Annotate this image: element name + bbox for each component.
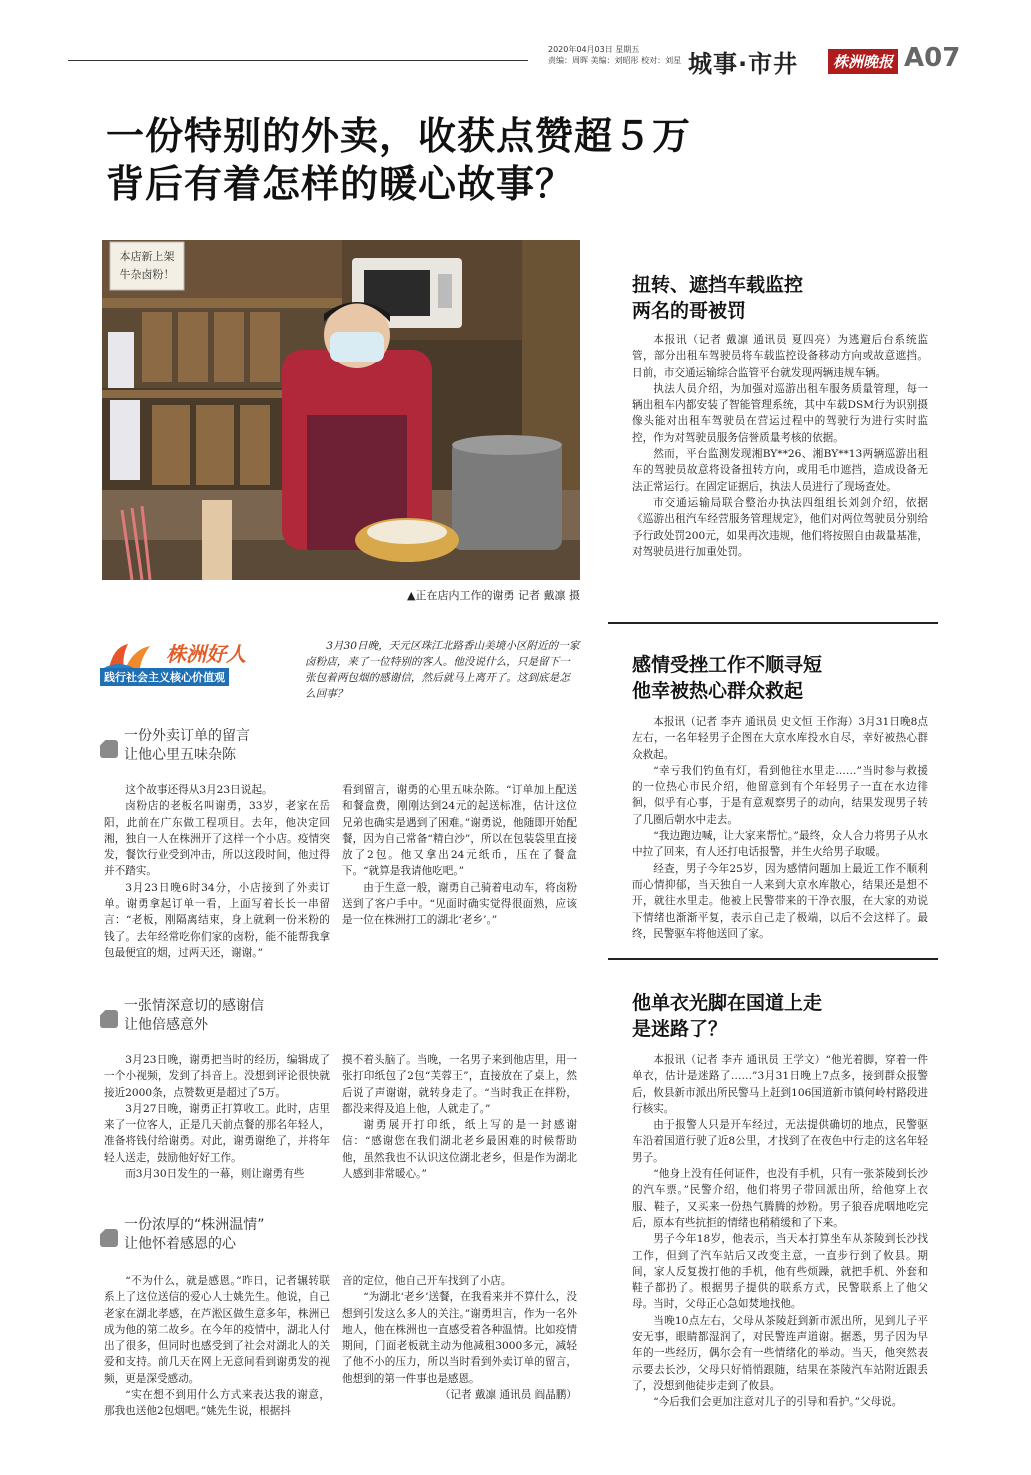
paragraph: 看到留言，谢勇的心里五味杂陈。“订单加上配送和餐盒费，刚刚达到24元的起送标准，估计这位兄弟也确实是遇到了困难。”谢勇说，他随即开始配餐，因为自己常备“精白沙”，所以在包装袋里直接放了2包。他又拿出24元纸币，压在了餐盒下。“就算是我请他吃吧。” (342, 784, 577, 878)
sidebar-story-1-title (632, 272, 932, 324)
subhead-marker-icon (100, 740, 118, 758)
headline-line-1: 一份特别的外卖，收获点赞超５万 (106, 114, 692, 158)
page-number: A07 (904, 43, 961, 73)
sidebar-divider (608, 622, 938, 624)
subhead-marker-icon (100, 1010, 118, 1028)
paragraph: 本报讯（记者 戴凛 通讯员 夏四亮）为逃避后台系统监管，部分出租车驾驶员将车载监控设备移动方向或故意遮挡。日前，市交通运输综合监管平台就发现两辆违规车辆。 (632, 334, 928, 379)
shop-scene-illustration (102, 240, 580, 580)
section-1-column-2 (342, 782, 577, 929)
section-2-column-1 (104, 1052, 330, 1182)
paragraph: “为湖北‘老乡’送餐，在我看来并不算什么，没想到引发这么多人的关注。”谢勇坦言，作为一名外地人，他在株洲也一直感受着各种温情。比如疫情期间，门面老板就主动为他减租3000多元，减轻了他不小的压力，所以当时看到外卖订单的留言，他想到的第一件事也是感恩。 (342, 1291, 577, 1385)
shop-sign-line-2: 牛杂卤粉！ (119, 268, 175, 281)
news-photo (102, 240, 580, 580)
badge-subtitle: 践行社会主义核心价值观 (100, 668, 229, 686)
main-headline (106, 112, 806, 208)
paragraph: “实在想不到用什么方式来表达我的谢意，那我也送他2包烟吧。”姚先生说，根据抖 (104, 1389, 330, 1418)
headline-line-2: 背后有着怎样的暖心故事？ (106, 162, 575, 206)
paragraph: 3月23日晚6时34分，小店接到了外卖订单。谢勇拿起订单一看，上面写着长长一串留言：“老板，刚隔离结束，身上就剩一份米粉的钱了。去年经常吃你们家的卤粉，能不能帮我拿包最便宜的烟，过两天还，谢谢。” (104, 881, 330, 959)
issue-date: 2020年04月03日 星期五 (548, 45, 640, 54)
paragraph: 男子今年18岁，他表示，当天本打算坐车从茶陵到长沙找工作，但到了汽车站后又改变主意，一直步行到了攸县。期间，家人反复拨打他的手机，他有些烦躁，就把手机、外套和鞋子都扔了。根据男子提供的联系方式，民警联系上了他父母。当时，父母正心急如焚地找他。 (632, 1233, 928, 1311)
paragraph: 由于报警人只是开车经过，无法提供确切的地点，民警驱车沿着国道行驶了近8公里，才找到了在夜色中行走的这名年轻男子。 (632, 1119, 928, 1164)
section-1-heading-line-2: 让他心里五味杂陈 (124, 747, 236, 763)
section-2-column-2 (342, 1052, 577, 1182)
paragraph: 摸不着头脑了。当晚，一名男子来到他店里，用一张打印纸包了2包“芙蓉王”，直接放在了桌上，然后说了声谢谢，就转身走了。“当时我正在拌粉，都没来得及追上他，人就走了。” (342, 1054, 577, 1115)
paragraph: “今后我们会更加注意对儿子的引导和看护。”父母说。 (653, 1396, 903, 1409)
paragraph: 执法人员介绍，为加强对巡游出租车服务质量管理，每一辆出租车内都安装了智能管理系统，其中车载DSM行为识别摄像头能对出租车驾驶员在营运过程中的驾驶行为进行实时监控，作为对驾驶员服务信誉质量考核的依据。 (632, 382, 928, 444)
sidebar-story-3-title-line-1: 他单衣光脚在国道上走 (632, 992, 823, 1014)
section-2-heading-line-2: 让他倍感意外 (124, 1017, 208, 1033)
paragraph: 卤粉店的老板名叫谢勇，33岁，老家在岳阳，此前在广东做工程项目。去年，他决定回湘，独自一人在株洲开了这样一个小店。疫情突发，餐饮行业受到冲击，所以这段时间，他过得并不踏实。 (104, 800, 330, 878)
paragraph: “幸亏我们钓鱼有灯，看到他往水里走……”当时参与救援的一位热心市民介绍，他留意到有个年轻男子一直在水边徘徊，似乎有心事，于是有意观察男子的动向，结果发现男子转了几圈后朝水中走去。 (632, 764, 928, 826)
section-3-heading-line-1: 一份浓厚的“株洲温情” (124, 1217, 265, 1233)
section-3-column-2 (342, 1273, 577, 1403)
sidebar-story-1-title-line-2: 两名的哥被罚 (632, 300, 747, 322)
photo-caption: ▲正在店内工作的谢勇 记者 戴凛 摄 (407, 589, 580, 602)
paragraph: “不为什么，就是感恩。”昨日，记者辗转联系上了这位送信的爱心人士姚先生。他说，自己老家在湖北孝感，在芦淞区做生意多年，株洲已成为他的第二故乡。在今年的疫情中，湖北人付出了很多，但同时也感受到了社会对湖北人的关爱和支持。前几天在网上无意间看到谢勇发的视频，更是深受感动。 (104, 1275, 330, 1385)
paragraph: 然而，平台监测发现湘BY**26、湘BY**13两辆巡游出租车的驾驶员故意将设备扭转方向，或用毛巾遮挡，造成设备无法正常运行。在固定证据后，执法人员进行了现场查处。 (632, 448, 928, 493)
section-3-heading-line-2: 让他怀着感恩的心 (124, 1236, 236, 1252)
paragraph: 3月23日晚，谢勇把当时的经历，编辑成了一个小视频，发到了抖音上。没想到评论很快就接近2000条，点赞数更是超过了5万。 (104, 1054, 330, 1099)
section-2-heading (124, 997, 264, 1035)
newspaper-logo: 株洲晚报 (828, 49, 898, 74)
shop-sign-line-1: 本店新上架 (119, 250, 175, 263)
paragraph: 这个故事还得从3月23日说起。 (125, 784, 273, 796)
subhead-marker-icon (100, 1229, 118, 1247)
sidebar-story-3-title-line-2: 是迷路了？ (632, 1018, 728, 1040)
sidebar-story-3-body (632, 1052, 928, 1411)
masthead-rule (68, 60, 528, 61)
article-intro (305, 638, 580, 702)
paragraph: 而3月30日发生的一幕，则让谢勇有些 (125, 1168, 305, 1181)
paragraph: 当晚10点左右，父母从茶陵赶到新市派出所，见到儿子平安无事，眼睛都湿润了，对民警连声道谢。据悉，男子因为早年的一些经历，偶尔会有一些情绪化的举动。当天，他突然表示要去长沙，父母只好悄悄跟随，结果在茶陵汽车站附近跟丢了，没想到他徒步走到了攸县。 (632, 1314, 928, 1392)
editor-credits: 责编：周晖 美编：刘昭彤 校对：刘星 (548, 56, 682, 65)
sidebar-story-2-title-line-1: 感情受挫工作不顺寻短 (632, 654, 823, 676)
paragraph: “他身上没有任何证件，也没有手机，只有一张茶陵到长沙的汽车票。”民警介绍，他们将男子带回派出所，给他穿上衣服、鞋子，又买来一份热气腾腾的炒粉。男子狼吞虎咽地吃完后，原本有些抗拒的情绪也稍稍缓和了下来。 (632, 1168, 928, 1229)
section-3-column-1 (104, 1273, 330, 1420)
section-1-heading-line-1: 一份外卖订单的留言 (124, 728, 250, 744)
section-2-heading-line-1: 一张情深意切的感谢信 (124, 998, 264, 1014)
section-name: 城事·市井 (688, 50, 799, 78)
sidebar-story-2-title-line-2: 他幸被热心群众救起 (632, 680, 804, 702)
sidebar-story-1-title-line-1: 扭转、遮挡车载监控 (632, 274, 804, 296)
paragraph: 谢勇展开打印纸，纸上写的是一封感谢信：“感谢您在我们湖北老乡最困难的时候帮助他，虽然我也不认识这位湖北老乡，但是作为湖北人感到非常暖心。” (342, 1119, 577, 1181)
paragraph: “我边跑边喊，让大家来帮忙。”最终，众人合力将男子从水中拉了回来，有人还打电话报警，并生火给男子取暖。 (632, 830, 928, 859)
reporter-credit: （记者 戴凛 通讯员 阎晶鹏） (439, 1389, 577, 1402)
section-3-heading (124, 1216, 265, 1254)
section-1-column-1 (104, 782, 330, 961)
paragraph: 市交通运输局联合整治办执法四组组长刘剑介绍，依据《巡游出租汽车经营服务管理规定》，他们对两位驾驶员分别给予行政处罚200元，如果再次违规，他们将按照自由裁量基准，对驾驶员进行加重处罚。 (632, 496, 928, 558)
sidebar-story-2-body (632, 714, 928, 942)
paragraph: 由于生意一般，谢勇自己骑着电动车，将卤粉送到了客户手中。“见面时确实觉得很面熟，应该是一位在株洲打工的湖北‘老乡’。” (342, 881, 577, 927)
paragraph: 本报讯（记者 李卉 通讯员 王学文）“他光着脚，穿着一件单衣，估计是迷路了……”3月31日晚上7点多，接到群众报警后，攸县新市派出所民警马上赶到106国道新市镇何岭村路段进行核实。 (632, 1054, 928, 1115)
zhuzhou-good-people-badge (100, 638, 270, 684)
sidebar-story-1-body (632, 332, 928, 560)
sidebar-story-3-title (632, 990, 932, 1042)
intro-paragraph: 3月30日晚，天元区珠江北路香山美境小区附近的一家卤粉店，来了一位特别的客人。他没说什么，只是留下一张包着两包烟的感谢信，然后就马上离开了。这到底是怎么回事？ (305, 640, 580, 700)
paragraph: 3月27日晚，谢勇正打算收工。此时，店里来了一位客人，正是几天前点餐的那名年轻人，准备将钱付给谢勇。对此，谢勇谢绝了，并将年轻人送走，鼓励他好好工作。 (104, 1102, 330, 1164)
paragraph: 经查，男子今年25岁，因为感情问题加上最近工作不顺利而心情抑郁，当天独自一人来到大京水库散心，结果还是想不开，就往水里走。他被上民警带来的干净衣服，在大家的劝说下情绪也渐渐平复，表示自己走了极端，以后不会这样了。最终，民警驱车将他送回了家。 (632, 862, 928, 940)
sidebar-divider (608, 958, 938, 960)
paragraph: 音的定位，他自己开车找到了小店。 (342, 1275, 512, 1287)
paragraph: 本报讯（记者 李卉 通讯员 史文恒 王作海）3月31日晚8点左右，一名年轻男子企图在大京水库投水自尽，幸好被热心群众救起。 (632, 716, 928, 761)
section-1-heading (124, 727, 250, 765)
badge-title: 株洲好人 (166, 642, 246, 666)
sidebar-story-2-title (632, 652, 932, 704)
masthead-meta (548, 44, 688, 66)
